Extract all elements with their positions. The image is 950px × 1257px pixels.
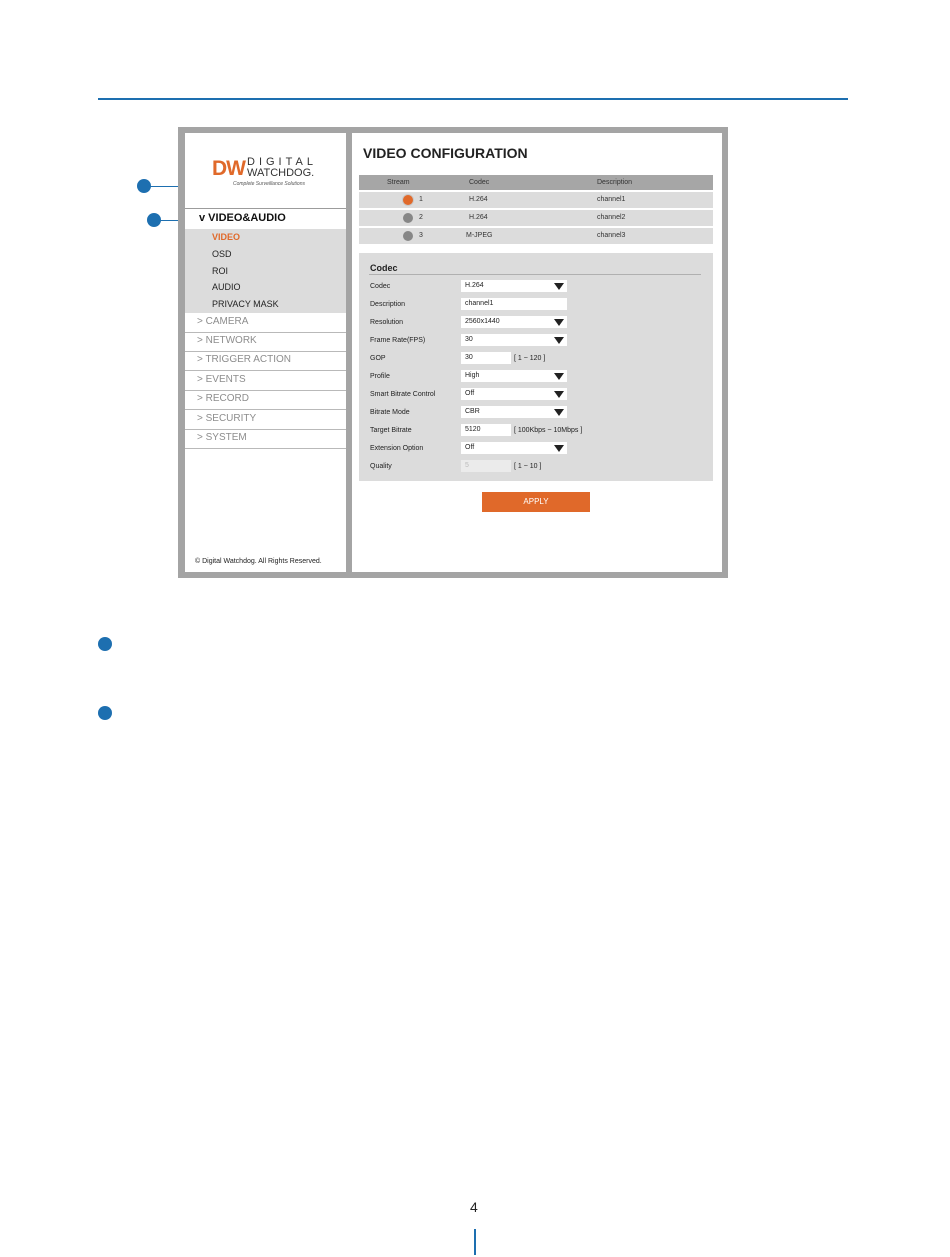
stream-radio-selected-icon[interactable]: [403, 195, 413, 205]
sidebar-item-trigger-action[interactable]: [185, 351, 346, 371]
sidebar-item-events[interactable]: [185, 371, 346, 391]
stream-number: 3: [419, 232, 423, 239]
dropdown-arrow-icon: [554, 373, 564, 380]
description-input[interactable]: [461, 298, 567, 310]
sidebar-item-label: > TRIGGER ACTION: [197, 354, 291, 365]
logo-word-digital: DIGITAL: [247, 156, 317, 168]
sidebar-subitem-privacy-mask[interactable]: PRIVACY MASK: [212, 299, 279, 309]
stream-radio-icon[interactable]: [403, 231, 413, 241]
sidebar-section-label: v VIDEO&AUDIO: [199, 212, 286, 224]
smart-bitrate-select[interactable]: [461, 388, 567, 400]
dropdown-arrow-icon: [554, 337, 564, 344]
extension-option-select-value: Off: [465, 444, 475, 451]
apply-button[interactable]: APPLY: [482, 492, 590, 512]
codec-section-title: Codec: [370, 263, 398, 273]
stream-description: channel3: [597, 232, 626, 239]
resolution-select[interactable]: [461, 316, 567, 328]
resolution-select-value: 2560x1440: [465, 318, 500, 325]
sidebar-section-video-audio[interactable]: [185, 208, 346, 230]
profile-label: Profile: [370, 373, 390, 380]
sidebar-item-network[interactable]: [185, 332, 346, 352]
sidebar-item-label: > SYSTEM: [197, 432, 247, 443]
sidebar-item-label: > RECORD: [197, 393, 249, 404]
stream-radio-icon[interactable]: [403, 213, 413, 223]
sidebar-item-security[interactable]: [185, 410, 346, 430]
quality-input: [461, 460, 511, 472]
sidebar-item-label: > NETWORK: [197, 335, 257, 346]
callout-marker-stream: [137, 179, 151, 193]
page-number-bar: [474, 1229, 476, 1255]
extension-option-select[interactable]: [461, 442, 567, 454]
stream-codec: H.264: [469, 196, 488, 203]
framerate-select-value: 30: [465, 336, 473, 343]
codec-label: Codec: [370, 283, 391, 290]
gop-range-hint: [ 1 ~ 120 ]: [514, 355, 546, 362]
bitrate-mode-select[interactable]: [461, 406, 567, 418]
framerate-select[interactable]: [461, 334, 567, 346]
logo-word-watchdog: WATCHDOG.: [247, 167, 315, 179]
sidebar-item-record[interactable]: [185, 390, 346, 410]
target-bitrate-input-value: 5120: [465, 426, 481, 433]
sidebar-submenu: [185, 229, 346, 313]
column-header-stream: Stream: [387, 179, 410, 186]
target-bitrate-input[interactable]: [461, 424, 511, 436]
dropdown-arrow-icon: [554, 391, 564, 398]
quality-range-hint: [ 1 ~ 10 ]: [514, 463, 542, 470]
sidebar-subitem-video[interactable]: VIDEO: [212, 232, 241, 242]
callout-marker-1: [98, 637, 112, 651]
stream-description: channel2: [597, 214, 626, 221]
bitrate-mode-label: Bitrate Mode: [370, 409, 410, 416]
sidebar-item-camera[interactable]: [185, 313, 346, 333]
sidebar-subitem-osd[interactable]: OSD: [212, 249, 232, 259]
gop-input-value: 30: [465, 354, 473, 361]
sidebar-item-system[interactable]: [185, 429, 346, 449]
main-panel: [352, 133, 722, 572]
brand-logo: [212, 153, 322, 189]
dropdown-arrow-icon: [554, 283, 564, 290]
stream-codec: H.264: [469, 214, 488, 221]
sidebar-subitem-roi[interactable]: ROI: [212, 266, 229, 276]
codec-section-divider: [369, 274, 701, 275]
callout-marker-menu: [147, 213, 161, 227]
stream-row-2[interactable]: [359, 210, 713, 226]
extension-option-label: Extension Option: [370, 445, 424, 452]
target-bitrate-range-hint: [ 100Kbps ~ 10Mbps ]: [514, 427, 583, 434]
codec-select[interactable]: [461, 280, 567, 292]
profile-select-value: High: [465, 372, 480, 379]
description-input-value: channel1: [465, 300, 494, 307]
smart-bitrate-select-value: Off: [465, 390, 475, 397]
column-header-description: Description: [597, 179, 633, 186]
codec-select-value: H.264: [465, 282, 484, 289]
codec-settings-panel: [359, 253, 713, 481]
framerate-label: Frame Rate(FPS): [370, 337, 426, 344]
dropdown-arrow-icon: [554, 445, 564, 452]
sidebar: [185, 133, 346, 572]
description-label: Description: [370, 301, 406, 308]
page-number: 4: [470, 1199, 478, 1215]
gop-input[interactable]: [461, 352, 511, 364]
profile-select[interactable]: [461, 370, 567, 382]
target-bitrate-label: Target Bitrate: [370, 427, 412, 434]
logo-tagline: Complete Surveillance Solutions: [233, 181, 305, 187]
dropdown-arrow-icon: [554, 319, 564, 326]
stream-number: 2: [419, 214, 423, 221]
stream-description: channel1: [597, 196, 626, 203]
column-header-codec: Codec: [469, 179, 490, 186]
callout-marker-2: [98, 706, 112, 720]
smart-bitrate-label: Smart Bitrate Control: [370, 391, 436, 398]
dropdown-arrow-icon: [554, 409, 564, 416]
stream-row-1[interactable]: [359, 192, 713, 208]
gop-label: GOP: [370, 355, 386, 362]
stream-number: 1: [419, 196, 423, 203]
logo-mark: DW: [212, 157, 245, 180]
page-title: VIDEO CONFIGURATION: [363, 145, 528, 161]
sidebar-item-label: > CAMERA: [197, 316, 249, 327]
copyright-text: © Digital Watchdog. All Rights Reserved.: [195, 558, 322, 565]
sidebar-subitem-audio[interactable]: AUDIO: [212, 282, 241, 292]
stream-row-3[interactable]: [359, 228, 713, 244]
quality-label: Quality: [370, 463, 392, 470]
resolution-label: Resolution: [370, 319, 404, 326]
bitrate-mode-select-value: CBR: [465, 408, 480, 415]
quality-input-value: 5: [465, 462, 469, 469]
sidebar-item-label: > SECURITY: [197, 413, 257, 424]
stream-codec: M-JPEG: [466, 232, 493, 239]
header-rule: [98, 98, 848, 100]
stream-table-header: [359, 175, 713, 190]
sidebar-item-label: > EVENTS: [197, 374, 246, 385]
